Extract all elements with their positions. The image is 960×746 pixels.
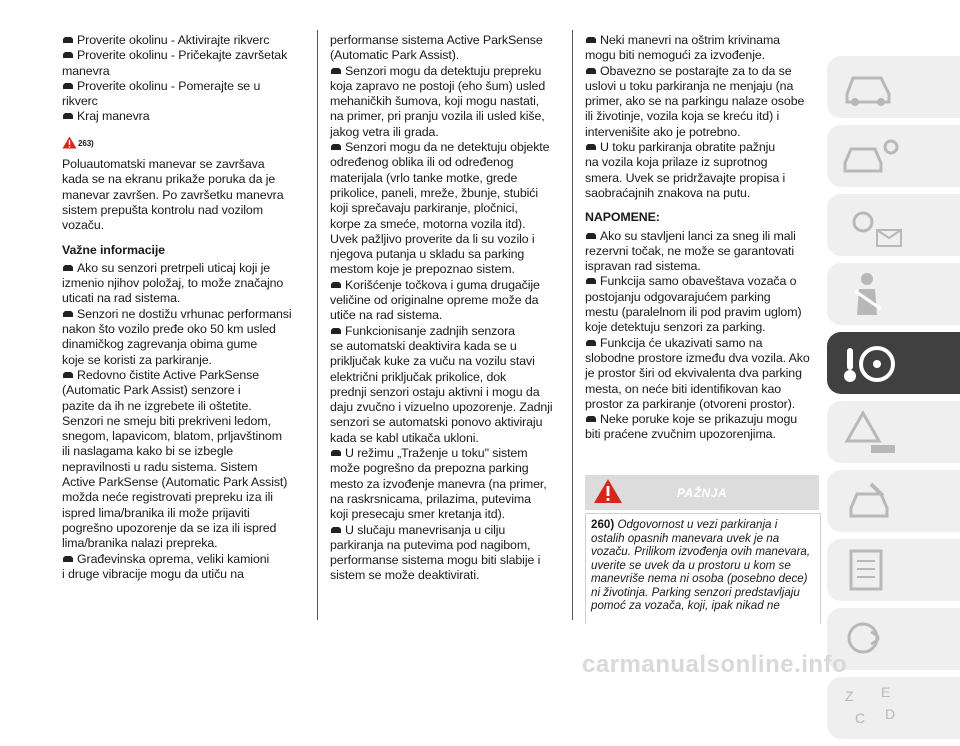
bullet-block <box>330 523 558 584</box>
warning-ref-number: 263) <box>78 138 94 148</box>
text-line: veličine od originalne opreme može da <box>330 293 539 308</box>
text-line: na vozila koja prilaze iz suprotnog <box>585 155 768 170</box>
text-line: uticati na rad sistema. <box>62 291 181 306</box>
text-line: rezervni točak, ne može se garantovati <box>585 243 795 258</box>
text-line: Redovno čistite Active ParkSense <box>62 368 302 383</box>
car-bullet-icon <box>330 526 342 534</box>
text-line: pogrešno upozorenje da se iza ili ispred <box>62 520 277 535</box>
paragraph <box>62 157 302 233</box>
text-line: manevriše nema ni osoba (posebno dece) <box>591 572 808 585</box>
text-line: prednji senzori ostaju aktivni i mogu da <box>330 384 540 399</box>
text-line: mestu (paralelnom ili pod pravim uglom) <box>585 305 802 320</box>
text-line: Funkcija će ukazivati samo na <box>585 336 819 351</box>
text-line: Ako su stavljeni lanci za sneg ili mali <box>585 229 819 244</box>
car-bullet-icon <box>62 51 74 59</box>
text-line: materijala (vrlo tanke motke, grede <box>330 170 518 185</box>
text-line: Poluautomatski manevar se završava <box>62 157 265 172</box>
car-bullet-icon <box>585 277 597 285</box>
bullet-block <box>585 33 819 64</box>
svg-text:D: D <box>885 706 896 722</box>
bullet-block <box>62 368 302 552</box>
bullet-block <box>330 140 558 278</box>
text-line: pomoć za vozača, koji, ipak nikad ne <box>591 599 780 612</box>
text-line: određenog oblika ili od određenog <box>330 155 514 170</box>
svg-text:C: C <box>855 710 866 726</box>
text-line: sistem se može deaktivirati. <box>330 568 480 583</box>
text-line: električni priključak prikolice, dok <box>330 369 507 384</box>
column-3 <box>585 33 819 443</box>
warning-reference <box>62 134 302 151</box>
text-line: slobodne prostore između dva vozila. Ako <box>585 350 810 365</box>
car-bullet-icon <box>585 339 597 347</box>
document-list-icon <box>841 547 901 593</box>
text-line: prikolice, paneli, mreže, žbunje, stubići <box>330 185 539 200</box>
bullet-item: Proverite okolinu - Pomerajte se u <box>62 79 302 94</box>
bullet-block <box>585 412 819 443</box>
text-line: pazite da ih ne izgrebete ili oštetite. <box>62 398 252 413</box>
text-line: prostor za parkiranje (otvoreni prostor). <box>585 396 796 411</box>
text-line: koji sprečavaju parkiranje, pločnici, <box>330 201 518 216</box>
text-line: postojanju odgovarajućem parking <box>585 289 771 304</box>
text-line: Senzori mogu da ne detektuju objekte <box>330 140 558 155</box>
text-line: kada se na ekranu prikaže poruka da je <box>62 172 276 187</box>
car-bullet-icon <box>62 36 74 44</box>
car-bullet-icon <box>585 67 597 75</box>
car-key-icon <box>841 133 901 179</box>
text-line: ispred lima/branika ili može prijaviti <box>62 505 250 520</box>
text-line: (Automatic Park Assist) senzore i <box>62 383 241 398</box>
text-line: nakon što vozilo pređe oko 50 km usled <box>62 322 276 337</box>
text-line: snegom, lapavicom, blatom, prljavštinom <box>62 429 282 444</box>
car-bullet-icon <box>585 415 597 423</box>
text-line: dinamičkog zagrevanja obima gume <box>62 337 258 352</box>
car-bullet-icon <box>330 449 342 457</box>
tab-index[interactable] <box>827 677 960 739</box>
text-line: ili životinje, vozila koja se kreću itd) i <box>585 109 780 124</box>
bullet-block <box>62 261 302 307</box>
text-line: izmenio njihov položaj, to može značajno <box>62 276 284 291</box>
text-line: priključak kuke za vuču na vozilu stavi <box>330 354 535 369</box>
text-line: na raskrsnicama, prilazima, putevima <box>330 491 531 506</box>
tab-car-dashboard[interactable] <box>827 56 960 118</box>
text-line: daju zvučno i vizuelno upozorenje. Zadnji <box>330 400 553 415</box>
light-mail-icon <box>841 202 911 248</box>
text-line: intervenišite ako je potrebno. <box>585 124 741 139</box>
text-line: 260) Odgovornost u vezi parkiranja i <box>591 518 778 531</box>
text-line: uslovi u toku parkiranja ne menjaju (na <box>585 78 794 93</box>
car-bullet-icon <box>330 281 342 289</box>
bullet-item: Proverite okolinu - Aktivirajte rikverc <box>62 33 302 48</box>
warning-title: PAŽNJA <box>676 485 728 500</box>
text-line: ispravan rad sistema. <box>585 259 701 274</box>
text-line: jakog vetra ili grada. <box>330 124 439 139</box>
text-line: performanse sistema Active ParkSense <box>330 33 543 47</box>
text-line: ili naslagama kako bi se izbegle <box>62 444 234 459</box>
text-line: mehaničkih šumova, koji mogu nastati, <box>330 94 540 109</box>
text-line: Senzori ne dostižu vrhunac performansi <box>62 307 302 322</box>
warning-header <box>585 475 819 510</box>
car-bullet-icon <box>585 232 597 240</box>
text-line: koja zapravo ne postoji (eho šum) usled <box>330 78 546 93</box>
car-bullet-icon <box>330 67 342 75</box>
warning-triangle-icon <box>62 136 77 149</box>
car-bullet-icon <box>585 143 597 151</box>
text-line: ostalih opasnih manevara uvek je na <box>591 531 780 545</box>
text-line: senzori se automatski ponovo aktiviraju <box>330 415 543 430</box>
car-bullet-icon <box>62 264 74 272</box>
car-bullet-icon <box>62 555 74 563</box>
tab-seatbelt[interactable] <box>827 263 960 325</box>
text-line: može pogrešno da prepozna parking <box>330 461 529 476</box>
text-line: Neke poruke koje se prikazuju mogu <box>585 412 819 427</box>
bullet-block <box>330 278 558 324</box>
text-line: primer, ako se na parkingu nalaze osobe <box>585 94 805 109</box>
bullet-block <box>585 140 819 201</box>
seatbelt-icon <box>841 271 901 317</box>
text-line: U slučaju manevrisanja u cilju <box>330 523 558 538</box>
text-line: Neki manevri na oštrim krivinama <box>585 33 819 48</box>
warning-number: 260) <box>591 518 615 531</box>
text-line: Senzori ne smeju biti prekriveni ledom, <box>62 413 271 428</box>
text-line: mesto za izvođenje manevra (na primer, <box>330 476 547 491</box>
text-line: uverite se uvek da u prostoru u kom se <box>591 558 791 572</box>
wrench-car-icon <box>841 478 901 524</box>
text-line: na primer, pri pranju vozila ili usled kiše, <box>330 109 545 124</box>
bullet-block <box>330 324 558 446</box>
text-line: U režimu „Traženje u toku" sistem <box>330 446 558 461</box>
text-line: rikverc <box>62 94 98 109</box>
bullet-block <box>585 64 819 140</box>
text-line: vozaču. <box>62 218 105 233</box>
text-line: mestom koje je prepoznao sistem. <box>330 262 515 277</box>
text-line: manevar završen. Po završetku manevra <box>62 187 284 202</box>
text-line: koje detektuju senzori za parking. <box>585 320 766 335</box>
text-line: Korišćenje točkova i guma drugačije <box>330 278 558 293</box>
bullet-block <box>62 307 302 368</box>
bullet-item: Kraj manevra <box>62 109 302 124</box>
warning-car-icon <box>841 409 901 455</box>
text-line: (Automatic Park Assist). <box>330 48 460 63</box>
section-heading: Važne informacije <box>62 242 165 257</box>
text-line: je prostor širi od ekvivalenta dva parking <box>585 366 802 381</box>
car-bullet-icon <box>62 82 74 90</box>
tab-starting-driving[interactable] <box>827 332 960 394</box>
tab-technical-data[interactable] <box>827 539 960 601</box>
car-bullet-icon <box>330 143 342 151</box>
text-line: korpe za smeće, motorna vozila itd). <box>330 216 526 231</box>
text-line: vozaču. Prilikom izvođenja ovih manevara, <box>591 545 811 558</box>
text-line: Ako su senzori pretrpeli uticaj koji je <box>62 261 302 276</box>
text-line: Građevinska oprema, veliki kamioni <box>62 552 302 567</box>
text-line: utiče na rad sistema. <box>330 308 443 323</box>
bullet-block <box>330 446 558 522</box>
text-line: i druge vibracije mogu da utiču na <box>62 566 244 581</box>
notes-heading: NAPOMENE: <box>585 210 660 225</box>
svg-text:E: E <box>881 685 891 700</box>
text-line: koji presecaju smer kretanja itd). <box>330 507 505 522</box>
watermark: carmanualsonline.info <box>582 651 848 678</box>
text-line: Active ParkSense (Automatic Park Assist) <box>62 475 288 490</box>
text-line: mogu biti nemogući za izvođenje. <box>585 48 766 63</box>
text-line: performanse sistema mogu biti slabije i <box>330 553 541 568</box>
column-2 <box>330 33 558 584</box>
car-bullet-icon <box>585 36 597 44</box>
bullet-block <box>62 552 302 583</box>
tab-warning-car[interactable] <box>827 401 960 463</box>
text-line: kada se kabl utikača ukloni. <box>330 430 479 445</box>
text-line: lima/branika nalazi prepreka. <box>62 536 218 551</box>
text-line: možda neće registrovati prepreku iza ili <box>62 490 273 505</box>
svg-text:Z: Z <box>845 688 854 704</box>
text-line: sistem prepušta kontrolu nad vozilom <box>62 202 263 217</box>
text-line: manevra <box>62 63 110 78</box>
warning-text <box>591 518 819 613</box>
index-icon <box>841 685 911 731</box>
text-line: saobraćajnih znakova na putu. <box>585 185 751 200</box>
text-line: se automatski deaktivira kada se u <box>330 338 517 353</box>
car-dashboard-icon <box>841 64 901 110</box>
text-line: koje se koristi za parkiranje. <box>62 352 212 367</box>
column-divider <box>317 30 318 620</box>
text-line: Senzori mogu da detektuju prepreku <box>330 64 558 79</box>
column-1 <box>62 33 302 582</box>
bullet-block <box>330 64 558 140</box>
text-line: Uvek pažljivo proverite da li su vozilo i <box>330 231 535 246</box>
car-bullet-icon <box>62 310 74 318</box>
text-line: njegova putanja u skladu sa parking <box>330 247 525 262</box>
text-line: mesta, on neće biti identifikovan kao <box>585 381 782 396</box>
column-divider <box>572 30 573 620</box>
bullet-block <box>585 336 819 412</box>
text-line: Funkcionisanje zadnjih senzora <box>330 324 558 339</box>
bullet-block <box>585 229 819 275</box>
car-bullet-icon <box>62 112 74 120</box>
text-line: ni životinja. Parking senzori predstavljaju <box>591 585 800 599</box>
tab-lights-mail[interactable] <box>827 194 960 256</box>
text-line: Obavezno se postarajte za to da se <box>585 64 819 79</box>
warning-triangle-icon <box>593 478 623 504</box>
bullet-item: Proverite okolinu - Pričekajte završetak <box>62 48 302 63</box>
text-line: nepravilnosti u radu sistema. Sistem <box>62 459 258 474</box>
text-line: biti praćene zvučnim upozorenjima. <box>585 427 776 442</box>
tab-maintenance[interactable] <box>827 470 960 532</box>
text-line: Funkcija samo obaveštava vozača o <box>585 274 819 289</box>
text-line: parkiranja na putevima pod nagibom, <box>330 537 531 552</box>
bullet-block <box>585 274 819 335</box>
media-icon <box>841 616 901 662</box>
text-line: smera. Uvek se pridržavajte propisa i <box>585 170 786 185</box>
car-bullet-icon <box>330 327 342 335</box>
chapter-sidebar <box>827 56 960 746</box>
tab-car-key[interactable] <box>827 125 960 187</box>
car-bullet-icon <box>62 371 74 379</box>
steering-key-icon <box>841 340 901 386</box>
text-line: U toku parkiranja obratite pažnju <box>585 140 819 155</box>
